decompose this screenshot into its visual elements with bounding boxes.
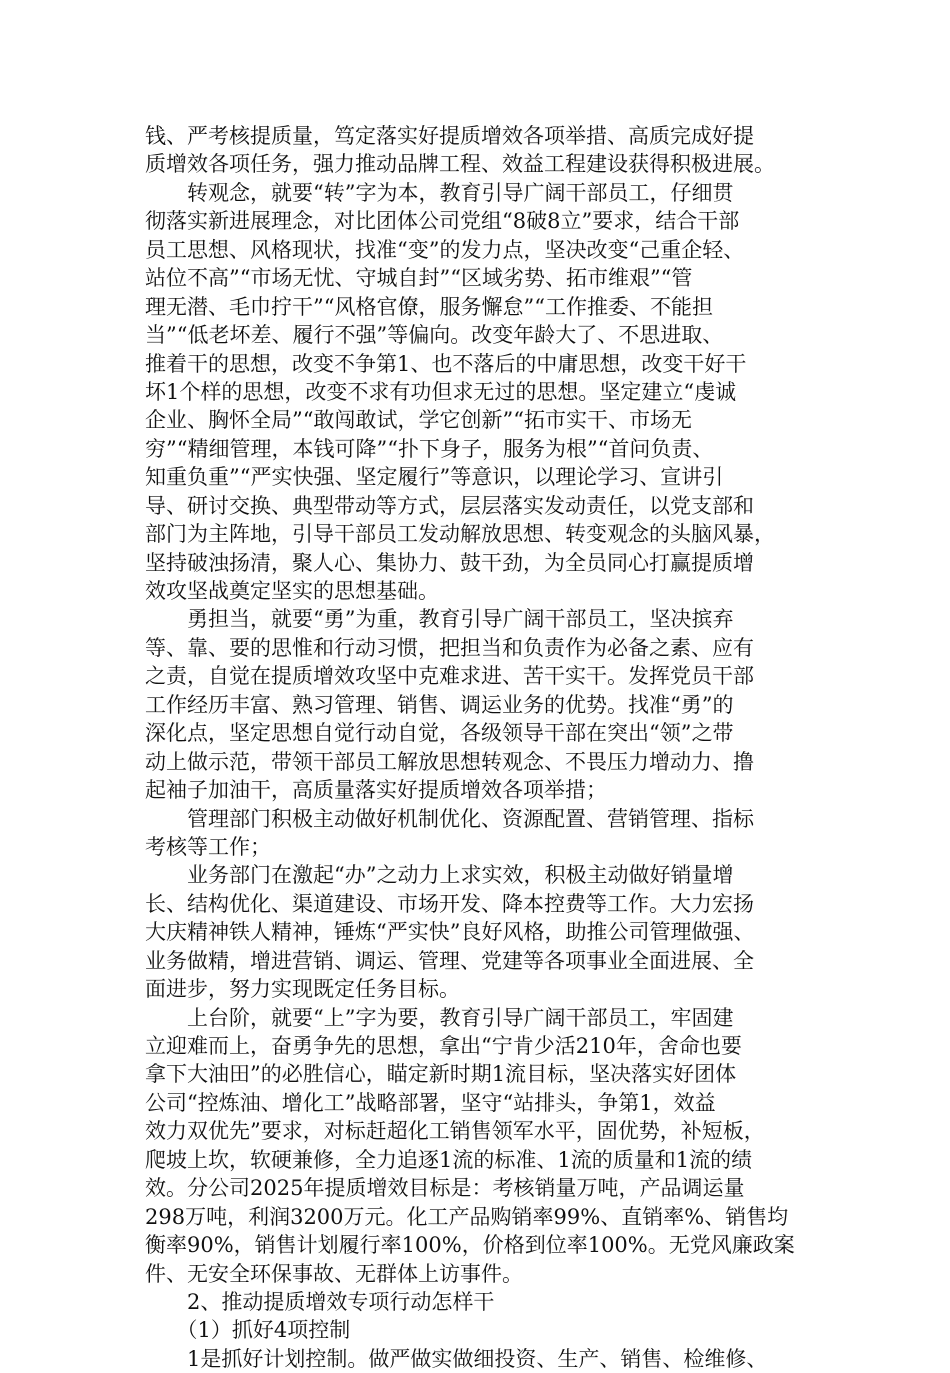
text-line: 穷”“精细管理，本钱可降”“扑下身子，服务为根”“首问负责、 (145, 436, 714, 461)
text-line: 件、无安全环保事故、无群体上访事件。 (145, 1261, 523, 1286)
text-line: 彻落实新进展理念，对比团体公司党组“8破8立”要求，结合干部 (145, 209, 740, 234)
text-line: 业务部门在激起“办”之动力上求实效，积极主动做好销量增 (145, 863, 734, 888)
text-line: 爬坡上坎，软硬兼修，全力追逐1流的标准、1流的质量和1流的绩 (145, 1147, 753, 1172)
text-line: 勇担当，就要“勇”为重，教育引导广阔干部员工，坚决摈弃 (145, 607, 734, 632)
text-line: 上台阶，就要“上”字为要，教育引导广阔干部员工，牢固建 (145, 1005, 734, 1030)
text-line: 员工思想、风格现状，找准“变”的发力点，坚决改变“己重企轻、 (145, 237, 745, 262)
text-line: 长、结构优化、渠道建设、市场开发、降本控费等工作。大力宏扬 (145, 891, 754, 916)
text-line: 深化点，坚定思想自觉行动自觉，各级领导干部在突出“领”之带 (145, 721, 734, 746)
text-line: 之责，自觉在提质增效攻坚中克难求进、苦干实干。发挥党员干部 (145, 664, 754, 689)
section-heading: 2、推动提质增效专项行动怎样干 (145, 1289, 495, 1314)
text-line: 效力双优先”要求，对标赶超化工销售领军水平，固优势，补短板， (145, 1119, 765, 1144)
text-line: 公司“控炼油、增化工”战略部署，坚守“站排头，争第1，效益 (145, 1090, 716, 1115)
subsection-heading: （1）抓好4项控制 (145, 1318, 351, 1343)
text-line: 导、研讨交换、典型带动等方式，层层落实发动责任，以党支部和 (145, 493, 754, 518)
text-line: 推着干的思想，改变不争第1、也不落后的中庸思想，改变干好干 (145, 351, 747, 376)
text-line: 企业、胸怀全局”“敢闯敢试，学它创新”“拓市实干、市场无 (145, 408, 692, 433)
text-line: 面进步，努力实现既定任务目标。 (145, 977, 460, 1002)
document-body (145, 122, 825, 1373)
text-line: 转观念，就要“转”字为本，教育引导广阔干部员工，仔细贯 (145, 180, 734, 205)
text-line: 考核等工作； (145, 834, 271, 859)
text-line: 坚持破浊扬清，聚人心、集协力、鼓干劲，为全员同心打赢提质增 (145, 550, 754, 575)
text-line: 298万吨，利润3200万元。化工产品购销率99%、直销率%、销售均 (145, 1204, 789, 1229)
text-line: 立迎难而上，奋勇争先的思想，拿出“宁肯少活210年，舍命也要 (145, 1034, 742, 1058)
text-line: 效攻坚战奠定坚实的思想基础。 (145, 579, 439, 603)
text-line: 当”“低老坏差、履行不强”等偏向。改变年龄大了、不思进取、 (145, 323, 724, 348)
text-line: 大庆精神铁人精神，锤炼“严实快”良好风格，助推公司管理做强、 (145, 920, 755, 945)
text-line: 知重负重”“严实快强、坚定履行”等意识，以理论学习、宣讲引 (145, 465, 724, 490)
text-line: 理无潜、毛巾拧干”“风格官僚，服务懈怠”“工作推委、不能担 (145, 294, 713, 319)
text-line: 站位不高”“市场无忧、守城自封”“区域劣势、拓市维艰”“管 (145, 266, 693, 291)
text-line: 1是抓好计划控制。做严做实做细投资、生产、销售、检维修、 (145, 1346, 768, 1371)
text-line: 坏1个样的思想，改变不求有功但求无过的思想。坚定建立“虔诚 (145, 379, 737, 404)
text-line: 管理部门积极主动做好机制优化、资源配置、营销管理、指标 (145, 806, 754, 831)
text-line: 业务做精，增进营销、调运、管理、党建等各项事业全面进展、全 (145, 948, 754, 973)
text-line: 衡率90%，销售计划履行率100%，价格到位率100%。无党风廉政案 (145, 1233, 795, 1258)
text-line: 效。分公司2025年提质增效目标是：考核销量万吨，产品调运量 (145, 1176, 745, 1201)
text-line: 工作经历丰富、熟习管理、销售、调运业务的优势。找准“勇”的 (145, 692, 734, 717)
text-line: 等、靠、要的思惟和行动习惯，把担当和负责作为必备之素、应有 (145, 635, 754, 660)
text-line: 起袖子加油干，高质量落实好提质增效各项举措； (145, 778, 607, 803)
text-line: 钱、严考核提质量，笃定落实好提质增效各项举措、高质完成好提 (145, 124, 754, 148)
text-line: 部门为主阵地，引导干部员工发动解放思想、转变观念的头脑风暴， (145, 522, 775, 547)
text-line: 质增效各项任务，强力推动品牌工程、效益工程建设获得积极进展。 (145, 152, 775, 177)
text-line: 拿下大油田”的必胜信心，瞄定新时期1流目标，坚决落实好团体 (145, 1062, 737, 1087)
text-line: 动上做示范，带领干部员工解放思想转观念、不畏压力增动力、撸 (145, 749, 754, 774)
